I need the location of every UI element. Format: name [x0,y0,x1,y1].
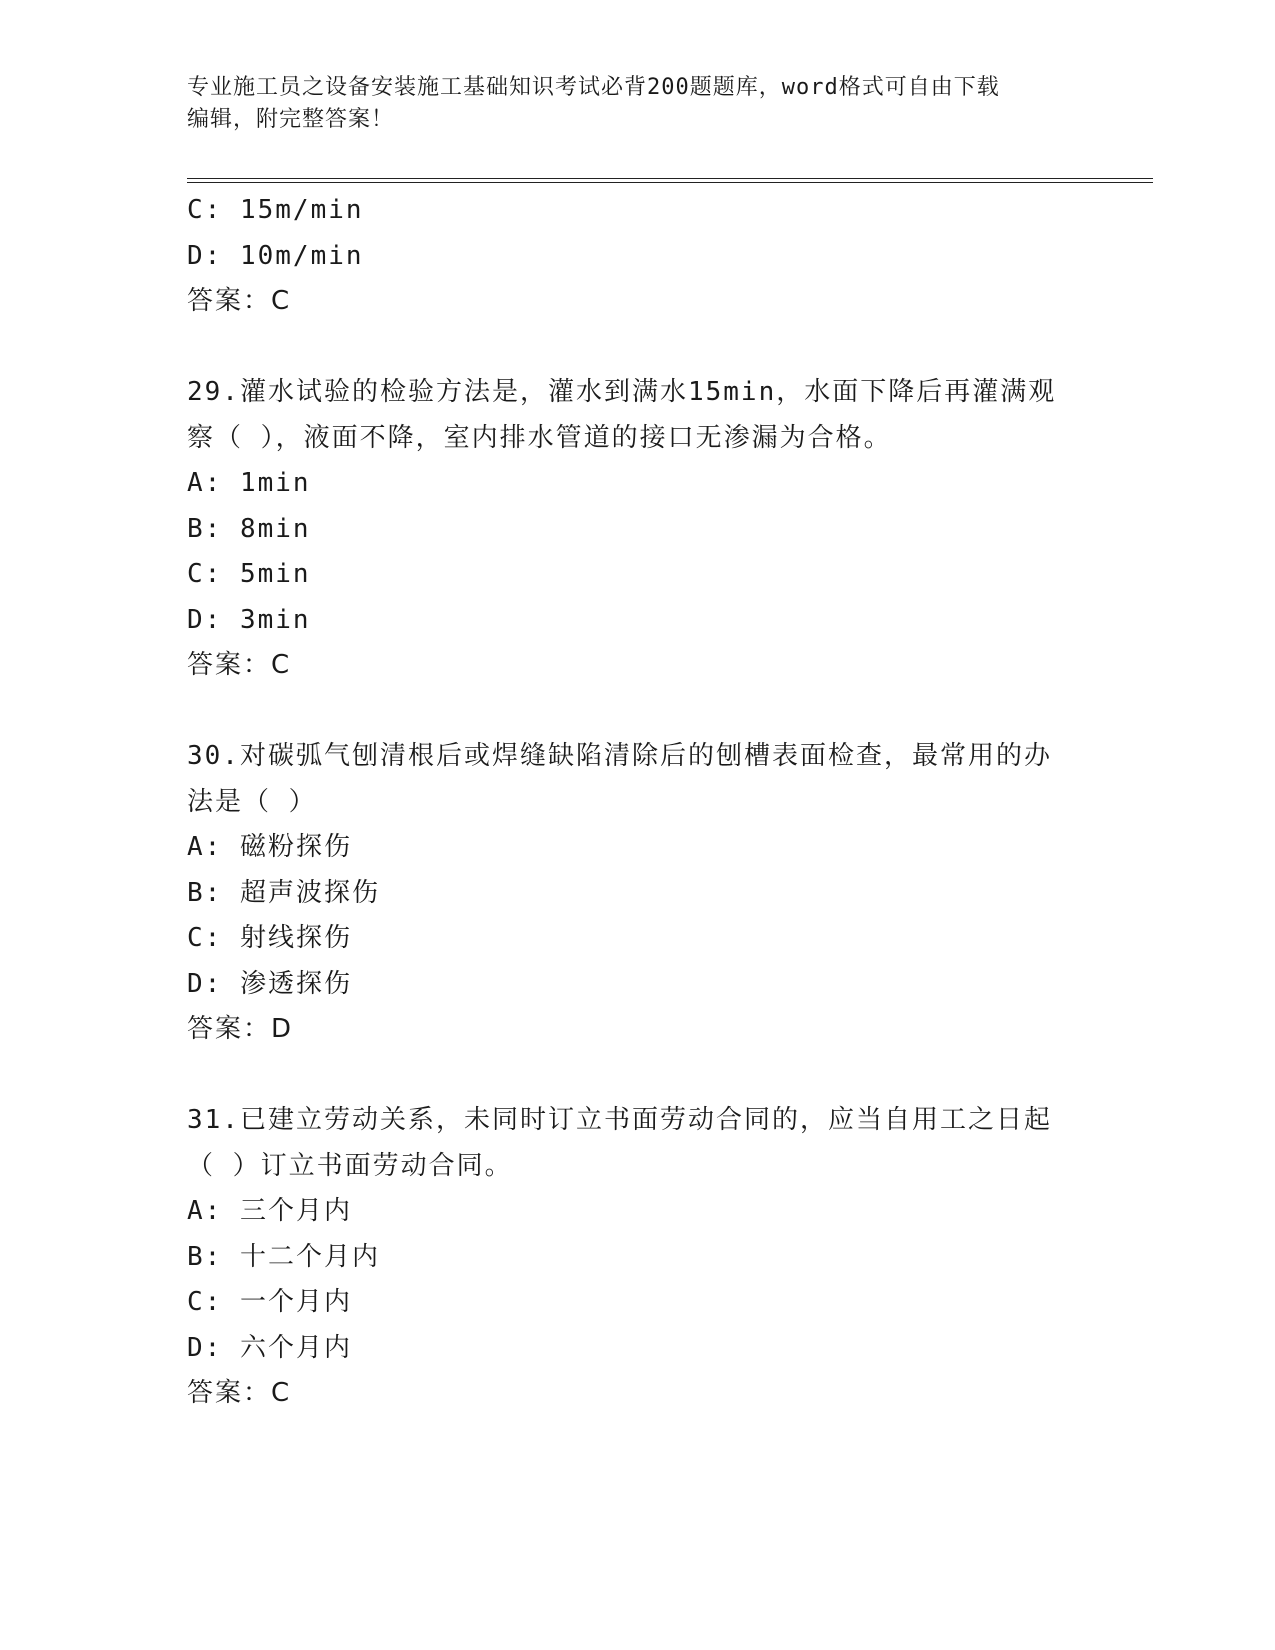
question-text-line1: 31.已建立劳动关系，未同时订立书面劳动合同的，应当自用工之日起 [187,1105,1052,1135]
question-31 [187,1098,1087,1417]
spacer [187,1053,1087,1099]
option-a: A: 三个月内 [187,1196,352,1226]
question-text-line1: 29.灌水试验的检验方法是，灌水到满水15min，水面下降后再灌满观 [187,377,1057,407]
carryover-question [187,188,1087,325]
option-b: B: 超声波探伤 [187,877,380,908]
question-text-line2: 察（ ），液面不降，室内排水管道的接口无渗漏为合格。 [187,422,892,453]
option-d: D: 3min [187,604,311,635]
answer-line: 答案：C [187,1378,292,1408]
option-b: B: 十二个月内 [187,1241,380,1272]
question-30 [187,734,1087,1053]
answer-line: 答案：C [187,286,292,316]
question-text-line2: 法是（ ） [187,786,317,817]
option-c: C: 一个月内 [187,1287,352,1317]
option-b: B: 8min [187,513,311,544]
option-d: D: 渗透探伤 [187,968,352,999]
header-title-line1: 专业施工员之设备安装施工基础知识考试必背200题题库，word格式可自由下载 [187,75,1000,100]
header-title-line2: 编辑，附完整答案！ [187,107,395,132]
answer-line: 答案：C [187,650,292,680]
question-29 [187,370,1087,689]
option-d: D: 10m/min [187,240,364,271]
question-text-line2: （ ）订立书面劳动合同。 [187,1150,513,1181]
header-divider [187,178,1153,183]
option-a: A: 磁粉探伤 [187,832,352,862]
option-d: D: 六个月内 [187,1332,352,1363]
answer-line: 答案：D [187,1014,294,1044]
spacer [187,689,1087,735]
option-c: C: 15m/min [187,195,364,225]
question-list [187,188,1087,1417]
option-a: A: 1min [187,468,311,498]
spacer [187,325,1087,371]
option-c: C: 5min [187,559,311,589]
document-header [187,72,1067,136]
option-c: C: 射线探伤 [187,923,352,953]
question-text-line1: 30.对碳弧气刨清根后或焊缝缺陷清除后的刨槽表面检查，最常用的办 [187,741,1052,771]
